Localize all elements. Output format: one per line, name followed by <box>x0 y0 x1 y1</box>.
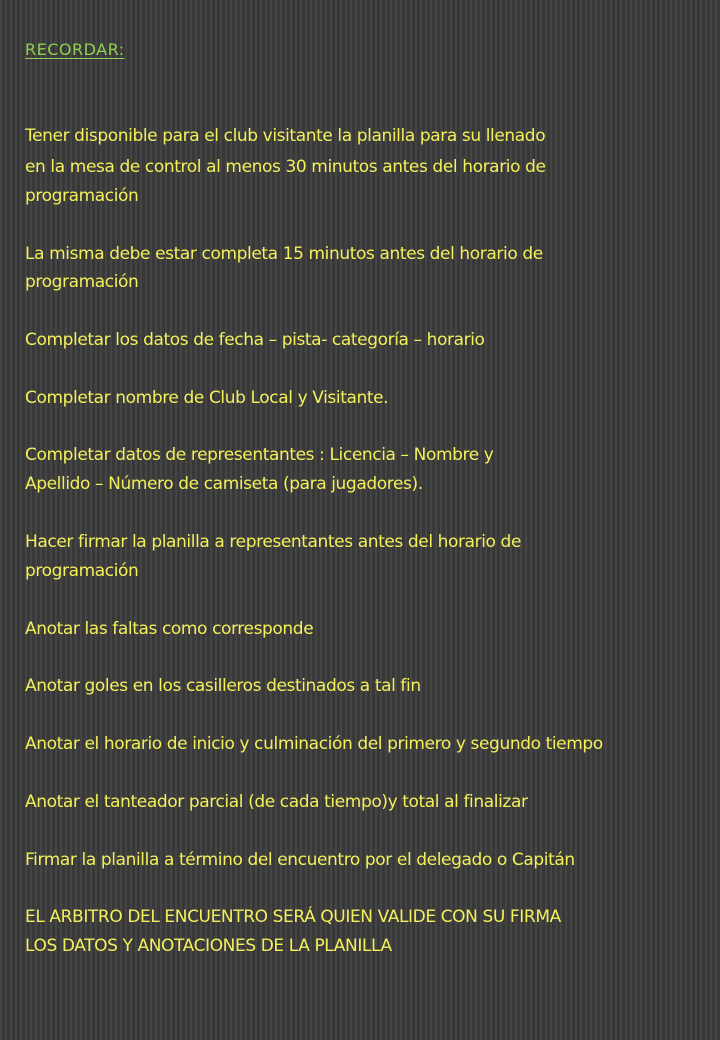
text-line: Completar datos de representantes : Licencia – Nombre y <box>25 445 494 465</box>
text-line: Anotar goles en los casilleros destinados a tal fin <box>25 676 421 696</box>
text-line: Anotar el horario de inicio y culminación del primero y segundo tiempo <box>25 734 603 754</box>
text-line: La misma debe estar completa 15 minutos antes del horario de <box>25 244 543 264</box>
text-line: LOS DATOS Y ANOTACIONES DE LA PLANILLA <box>25 936 392 956</box>
text-line: Tener disponible para el club visitante la planilla para su llenado <box>25 126 546 146</box>
text-line: Anotar las faltas como corresponde <box>25 619 314 639</box>
text-line: Anotar el tanteador parcial (de cada tiempo)y total al finalizar <box>25 792 528 812</box>
slide-heading: RECORDAR: <box>25 40 125 59</box>
text-line: programación <box>25 561 139 581</box>
text-line: Completar los datos de fecha – pista- categoría – horario <box>25 330 485 350</box>
text-line: programación <box>25 186 139 206</box>
text-line: Completar nombre de Club Local y Visitante. <box>25 388 389 408</box>
text-line: EL ARBITRO DEL ENCUENTRO SERÁ QUIEN VALIDE CON SU FIRMA <box>25 907 561 927</box>
text-line: programación <box>25 272 139 292</box>
text-line: Hacer firmar la planilla a representantes antes del horario de <box>25 532 522 552</box>
text-line: Firmar la planilla a término del encuentro por el delegado o Capitán <box>25 850 575 870</box>
text-line: Apellido – Número de camiseta (para jugadores). <box>25 474 423 494</box>
text-line: en la mesa de control al menos 30 minutos antes del horario de <box>25 157 546 177</box>
